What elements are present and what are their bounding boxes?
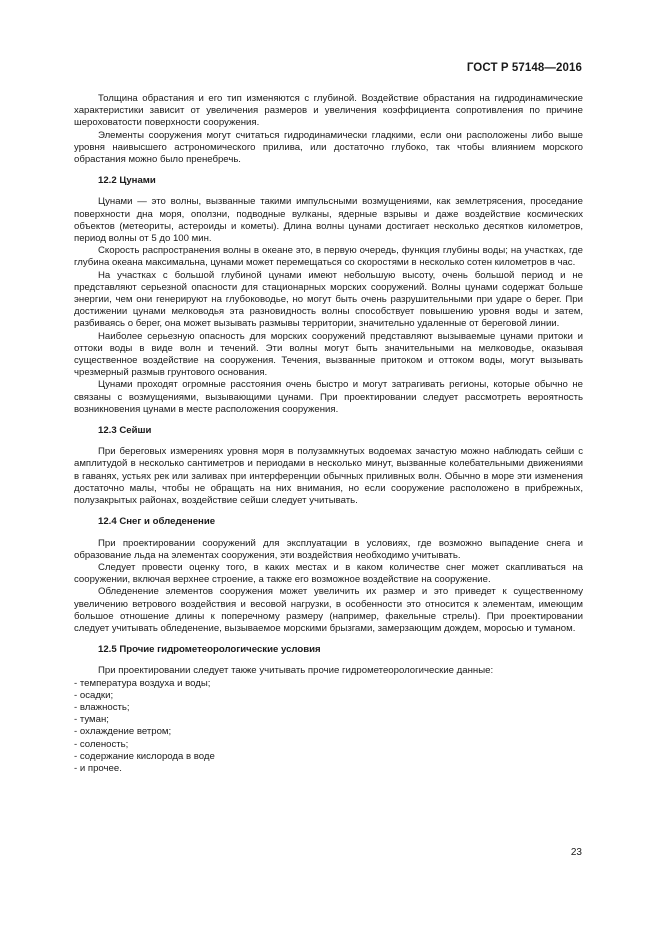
list-item: - температура воздуха и воды; [74,677,211,689]
paragraph: Следует провести оценку того, в каких местах и в каком количестве снег может скапливаться на сооружении, включая верхнее строение, а также его возможное воздействие на сооружение. [74,561,583,586]
document-body [74,93,583,775]
paragraph: Наиболее серьезную опасность для морских сооружений представляют вызываемые цунами притоки и оттоки воды в виде волн и течений. Эти волны могут быть значительными на мелководье, оказывая существенное воздействие на сооружения. Течения, вызванные притоком и оттоком воды, могут вызывать чрезмерный размыв грунтового основания. [74,330,583,379]
list-item: - влажность; [74,701,130,713]
paragraph: Цунами — это волны, вызванные такими импульсными возмущениями, как землетрясения, проседание поверхности дна моря, оползни, подводные вулканы, ядерные взрывы и даже воздействие космических объектов (метеориты, астероиды и кометы). Длина волны цунами достигает несколько десятков километров, период волны от 5 до 100 мин. [74,196,583,245]
paragraph: При береговых измерениях уровня моря в полузамкнутых водоемах зачастую можно наблюдать сейши с амплитудой в несколько сантиметров и периодами в несколько минут, вызванные колебательными движениями в гаванях, устьях рек или заливах при интерференции обычных приливных волн. Обычно в море эти изменения достаточно малы, чтобы не обращать на них внимания, но если сооружение расположено в прибрежных, полузакрытых районах, воздействие сейши следует учитывать. [74,446,583,507]
paragraph: Толщина обрастания и его тип изменяются с глубиной. Воздействие обрастания на гидродинамические характеристики зависит от увеличения размеров и увеличения коэффициента сопротивления по причине шероховатости поверхности сооружения. [74,93,583,129]
paragraph: Элементы сооружения могут считаться гидродинамически гладкими, если они расположены либо выше уровня наивысшего астрономического прилива, или достаточно глубоко, так чтобы влиянием морского обрастания можно было пренебречь. [74,129,583,166]
paragraph: Обледенение элементов сооружения может увеличить их размер и это приведет к существенному увеличению ветрового воздействия и весовой нагрузки, в особенности это относится к элементам, имеющим большое отношение длины к поперечному размеру (например, факельные стрелы). При проектировании следует учитывать обледенение, вызываемое морскими брызгами, замерзающим дождем, моросью и туманом. [74,586,583,634]
paragraph: На участках с большой глубиной цунами имеют небольшую высоту, очень большой период и не представляют серьезной опасности для стационарных морских сооружений. Волны цунами содержат больше энергии, чем они генерируют на глубоководье, но могут быть очень разрушительными при ударе о берег. При достижении цунами мелководья эта разновидность волны способствует повышению уровня воды и затем, разбиваясь о берег, она может вызывать размывы территории, значительно удаленные от береговой линии. [74,269,583,330]
list-item: - охлаждение ветром; [74,726,172,738]
list-item: - содержание кислорода в воде [74,750,215,762]
list-item: - осадки; [74,689,114,701]
paragraph: При проектировании следует также учитывать прочие гидрометеорологические данные: [98,665,494,677]
paragraph: Скорость распространения волны в океане это, в первую очередь, функция глубины воды; на участках, где глубина океана максимальна, цунами может перемещаться со скоростями в несколько сотен километров в час. [74,245,583,269]
paragraph: Цунами проходят огромные расстояния очень быстро и могут затрагивать регионы, которые обычно не связаны с возмущениями, вызывающими цунами. При проектировании следует рассмотреть вероятность возникновения цунами в месте расположения сооружения. [74,379,583,415]
list-item: - туман; [74,714,109,726]
document-code: ГОСТ Р 57148—2016 [466,62,582,74]
section-heading-12-3: 12.3 Сейши [98,425,152,437]
page-number: 23 [570,847,582,858]
section-heading-12-5: 12.5 Прочие гидрометеорологические условия [98,644,321,656]
list-item: - соленость; [74,738,129,750]
section-heading-12-4: 12.4 Снег и обледенение [98,516,216,528]
paragraph: При проектировании сооружений для эксплуатации в условиях, где возможно выпадение снега и образование льда на элементах сооружения, эти воздействия необходимо учитывать. [74,537,583,561]
list-item: - и прочее. [74,762,122,774]
section-heading-12-2: 12.2 Цунами [98,175,156,187]
conditions-list [74,678,583,776]
